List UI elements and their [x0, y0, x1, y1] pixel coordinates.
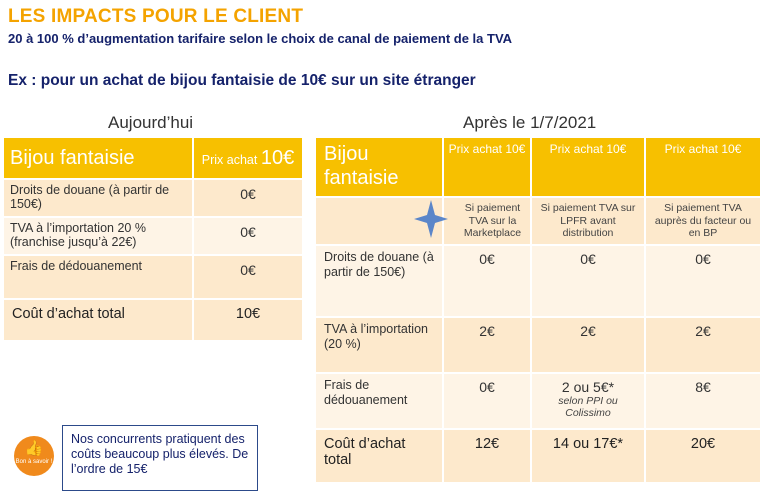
star-icon — [414, 200, 448, 238]
price-value: 10€ — [260, 146, 295, 169]
row-label: Frais de dédouanement — [3, 255, 193, 299]
total-label: Coût d’achat total — [3, 299, 193, 341]
total-value: 12€ — [443, 429, 531, 483]
badge-text: Bon à savoir ! — [15, 459, 53, 465]
row-value: 0€ — [531, 245, 645, 317]
total-value: 20€ — [645, 429, 761, 483]
channel-row — [315, 197, 761, 245]
row-value: 0€ — [443, 373, 531, 429]
table-header-row — [315, 137, 761, 197]
channel-label: Si paiement TVA auprès du facteur ou en BP — [645, 197, 761, 245]
column-header: Prix achat 10€ — [531, 137, 645, 197]
total-row — [3, 299, 303, 341]
today-cost-table — [2, 136, 304, 342]
row-value: 0€ — [193, 179, 303, 217]
row-note: selon PPI ou Colissimo — [558, 395, 618, 419]
total-value: 14 ou 17€* — [531, 429, 645, 483]
price-label: Prix achat — [201, 152, 258, 167]
row-value-with-note — [531, 373, 645, 429]
header-item-label: Bijou fantaisie — [315, 137, 443, 197]
row-value: 0€ — [193, 255, 303, 299]
thumbs-up-icon: 👍 — [24, 440, 44, 457]
row-value: 0€ — [645, 245, 761, 317]
table-header-row — [3, 137, 303, 179]
thumbs-up-badge — [14, 436, 54, 476]
row-label: Frais de dédouanement — [315, 373, 443, 429]
table-row — [3, 255, 303, 299]
row-value: 2€ — [531, 317, 645, 373]
total-label: Coût d’achat total — [315, 429, 443, 483]
table-row — [315, 373, 761, 429]
channel-label: Si paiement TVA sur LPFR avant distribution — [531, 197, 645, 245]
total-value: 10€ — [193, 299, 303, 341]
row-label: Droits de douane (à partir de 150€) — [315, 245, 443, 317]
total-row — [315, 429, 761, 483]
header-price — [193, 137, 303, 179]
header-item-label: Bijou fantaisie — [3, 137, 193, 179]
column-header: Prix achat 10€ — [443, 137, 531, 197]
row-value: 0€ — [443, 245, 531, 317]
page-subtitle: 20 à 100 % d’augmentation tarifaire selon le choix de canal de paiement de la TVA — [8, 31, 513, 46]
row-value: 2€ — [443, 317, 531, 373]
table-row — [3, 179, 303, 217]
competitor-callout: Nos concurrents pratiquent des coûts beaucoup plus élevés. De l’ordre de 15€ — [62, 425, 258, 491]
example-text: Ex : pour un achat de bijou fantaisie de 10€ sur un site étranger — [8, 72, 476, 89]
right-table-caption: Après le 1/7/2021 — [463, 113, 597, 132]
row-label: Droits de douane (à partir de 150€) — [3, 179, 193, 217]
column-header: Prix achat 10€ — [645, 137, 761, 197]
row-label: TVA à l’importation (20 %) — [315, 317, 443, 373]
page-title: LES IMPACTS POUR LE CLIENT — [8, 6, 304, 27]
channel-label: Si paiement TVA sur la Marketplace — [443, 197, 531, 245]
row-value: 2 ou 5€* — [561, 379, 615, 395]
row-value: 8€ — [645, 373, 761, 429]
table-row — [315, 245, 761, 317]
table-row — [3, 217, 303, 255]
table-row — [315, 317, 761, 373]
left-table-caption: Aujourd’hui — [108, 113, 194, 132]
row-value: 0€ — [193, 217, 303, 255]
row-label: TVA à l’importation 20 % (franchise jusqu’à 22€) — [3, 217, 193, 255]
row-value: 2€ — [645, 317, 761, 373]
after-cost-table — [314, 136, 762, 484]
